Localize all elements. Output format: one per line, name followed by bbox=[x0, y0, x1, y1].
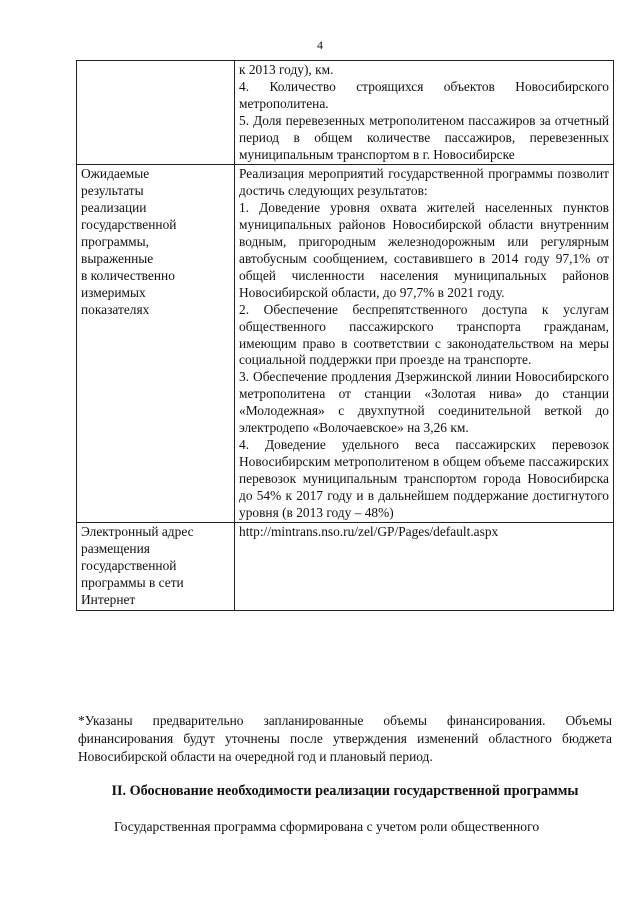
web-address-value-cell bbox=[235, 523, 614, 611]
row-label-line: Ожидаемые bbox=[81, 166, 150, 182]
row-label-line: Интернет bbox=[81, 592, 136, 608]
empty-label-cell bbox=[77, 61, 235, 165]
result-item: 3. Обеспечение продления Дзержинской линии Новосибирского метрополитена от станции «Золотая нива» до станции «Молодежная» с двухпутной соединительной веткой до электродепо «Волочаевское» на 3,26 км. bbox=[239, 369, 609, 436]
body-paragraph: Государственная программа сформирована с учетом роли общественного bbox=[114, 819, 540, 834]
row-label-line: Электронный адрес bbox=[81, 524, 194, 540]
row-label-line: государственной bbox=[81, 558, 177, 574]
row-label-line: результаты bbox=[81, 183, 144, 199]
table-row-web-address bbox=[77, 523, 614, 611]
funding-footnote: *Указаны предварительно запланированные объемы финансирования. Объемы финансирования будут уточнены после утверждения изменений областного бюджета Новосибирской области на очередной год и плановый период. bbox=[78, 713, 612, 764]
row-label-line: программы в сети bbox=[81, 575, 184, 591]
row-label-line: в количественно bbox=[81, 267, 175, 283]
indicators-continuation-cell bbox=[235, 61, 614, 165]
expected-results-value-cell bbox=[235, 165, 614, 523]
expected-results-label-cell bbox=[77, 165, 235, 523]
results-intro: Реализация мероприятий государственной программы позволит достичь следующих результатов: bbox=[239, 166, 609, 199]
page-number: 4 bbox=[317, 38, 323, 52]
row-label-line: показателях bbox=[81, 301, 150, 317]
indicator-text: 4. Количество строящихся объектов Новосибирского метрополитена. bbox=[239, 78, 609, 111]
row-label-line: реализации bbox=[81, 200, 147, 216]
indicator-text: к 2013 году), км. bbox=[239, 62, 334, 77]
row-label-line: размещения bbox=[81, 541, 150, 557]
program-url-link[interactable]: http://mintrans.nso.ru/zel/GP/Pages/default.aspx bbox=[239, 524, 499, 540]
table-row-indicators-continuation bbox=[77, 61, 614, 165]
result-item: 4. Доведение удельного веса пассажирских перевозок Новосибирским метрополитеном в общем объеме пассажирских перевозок муниципальным транспортом города Новосибирска до 54% к 2017 году и в дальнейшем поддержание достигнутого уровня (в 2013 году – 48%) bbox=[239, 436, 609, 520]
section-heading: II. Обоснование необходимости реализации государственной программы bbox=[111, 783, 579, 799]
result-item: 1. Доведение уровня охвата жителей населенных пунктов муниципальных районов Новосибирской области внутренним водным, пригородным железнодорожным или регулярным автобусным сообщением, составившего в 2014 году 97,1% от общей численности населения муниципальных районов Новосибирской области, до 97,7% в 2021 году. bbox=[239, 200, 609, 300]
row-label-line: программы, bbox=[81, 234, 149, 250]
program-passport-table bbox=[76, 60, 614, 611]
table-row-expected-results bbox=[77, 165, 614, 523]
row-label-line: измеримых bbox=[81, 284, 146, 300]
indicator-text: 5. Доля перевезенных метрополитеном пассажиров за отчетный период в общем количестве пассажиров, перевезенных муниципальным транспортом в г. Новосибирске bbox=[239, 112, 609, 162]
row-label-line: государственной bbox=[81, 217, 177, 233]
result-item: 2. Обеспечение беспрепятственного доступа к услугам общественного пассажирского транспорта гражданам, имеющим право в соответствии с законодательством на меры социальной поддержки при проезде на транспорте. bbox=[239, 301, 609, 368]
row-label-line: выраженные bbox=[81, 250, 154, 266]
web-address-label-cell bbox=[77, 523, 235, 611]
